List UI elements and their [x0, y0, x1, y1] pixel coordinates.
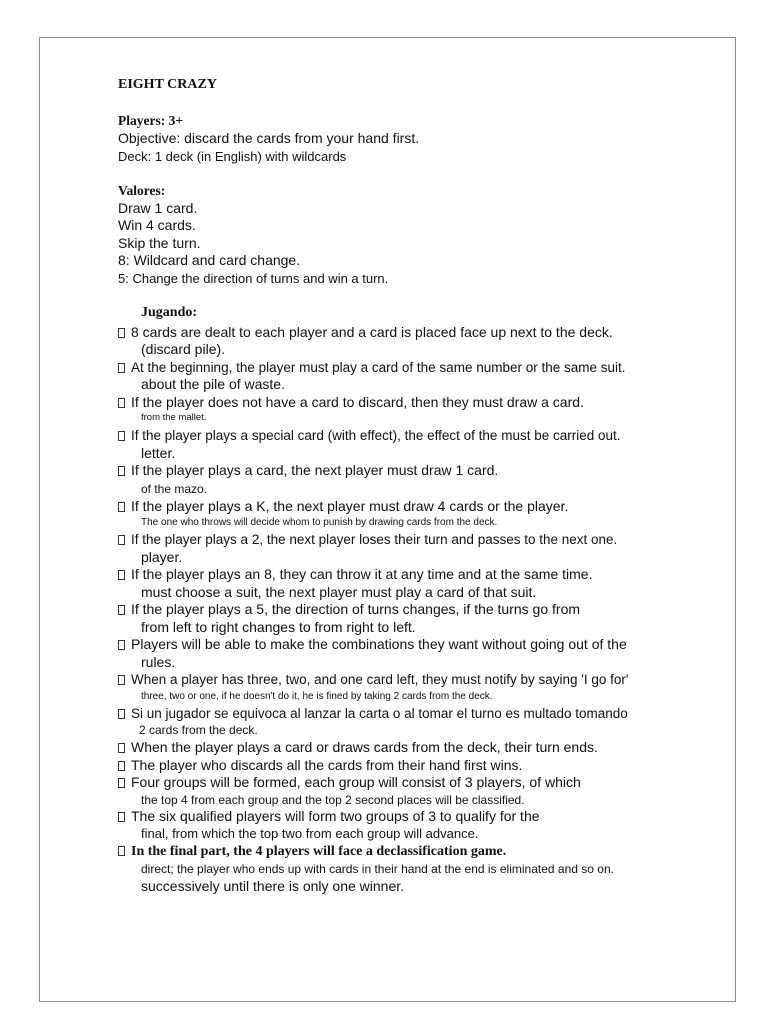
rule-text: In the final part, the 4 players will face a declassification game. [131, 843, 507, 859]
value-line: Draw 1 card. [118, 199, 198, 216]
rule-text: The player who discards all the cards from their hand first wins. [131, 756, 523, 773]
value-line: Win 4 cards. [118, 217, 196, 233]
rule-item [118, 671, 728, 705]
bullet-box-icon [118, 363, 125, 373]
rule-item [118, 462, 728, 498]
rule-continuation: direct; the player who ends up with cards in their hand at the end is eliminated and so on. [141, 862, 614, 876]
rule-text: The six qualified players will form two groups of 3 to qualify for the [131, 807, 540, 824]
rule-text: If the player plays a K, the next player must draw 4 cards or the player. [131, 497, 569, 514]
bullet-box-icon [118, 778, 125, 788]
bullet-box-icon [118, 466, 125, 476]
bullet-box-icon [118, 675, 125, 685]
rule-item [118, 427, 728, 462]
bullet-box-icon [118, 846, 125, 856]
bullet-box-icon [118, 502, 125, 512]
rule-text: If the player plays a 2, the next player loses their turn and passes to the next one. [131, 532, 618, 547]
rule-text: 8 cards are dealt to each player and a card is placed face up next to the deck. [131, 323, 613, 340]
bullet-box-icon [118, 743, 125, 753]
rule-text: If the player plays a card, the next player must draw 1 card. [131, 462, 499, 478]
document-content [118, 76, 728, 896]
rule-text: If the player plays a 5, the direction of turns changes, if the turns go from [131, 601, 581, 617]
rule-text: If the player plays an 8, they can throw it at any time and at the same time. [131, 566, 593, 582]
rule-text: Four groups will be formed, each group will consist of 3 players, of which [131, 774, 581, 790]
bullet-box-icon [118, 398, 125, 408]
rule-continuation: the top 4 from each group and the top 2 second places will be classified. [141, 792, 525, 807]
rule-item [118, 739, 728, 757]
rule-text: Players will be able to make the combinations they want without going out of the [131, 636, 627, 652]
bullet-box-icon [118, 328, 125, 338]
rule-continuation: letter. [141, 444, 176, 461]
deck-line: Deck: 1 deck (in English) with wildcards [118, 148, 347, 164]
document-title: EIGHT CRAZY [118, 77, 217, 92]
bullet-box-icon [118, 812, 125, 822]
rule-item [118, 498, 728, 532]
rule-continuation: from the mallet. [141, 412, 207, 423]
rule-text: When the player plays a card or draws cards from the deck, their turn ends. [131, 739, 598, 755]
rule-text: If the player plays a special card (with effect), the effect of the must be carried out. [131, 428, 621, 443]
values-heading: Valores: [118, 182, 166, 198]
rule-item [118, 757, 728, 775]
bullet-box-icon [118, 431, 125, 441]
bullet-box-icon [118, 535, 125, 545]
rule-item [118, 601, 728, 636]
playing-heading: Jugando: [141, 304, 198, 320]
rule-continuation: three, two or one, if he doesn't do it, he is fined by taking 2 cards from the deck. [141, 690, 493, 702]
players-heading: Players: 3+ [118, 113, 184, 128]
bullet-box-icon [118, 570, 125, 580]
rule-continuation: final, from which the top two from each group will advance. [141, 826, 479, 841]
rule-text: When a player has three, two, and one card left, they must notify by saying 'I go for' [131, 672, 629, 687]
rule-continuation: (discard pile). [141, 341, 226, 357]
bullet-box-icon [118, 709, 125, 719]
rule-item [118, 774, 728, 808]
value-line: Skip the turn. [118, 234, 201, 251]
value-line: 5: Change the direction of turns and win a turn. [118, 270, 389, 286]
rule-item [118, 531, 728, 566]
objective-line: Objective: discard the cards from your hand first. [118, 130, 420, 146]
rule-continuation: about the pile of waste. [141, 376, 285, 392]
rule-item [118, 705, 728, 740]
rule-continuation: 2 cards from the deck. [139, 723, 258, 737]
rule-continuation: from left to right changes to from right to left. [141, 618, 416, 635]
bullet-box-icon [118, 761, 125, 771]
rule-continuation: rules. [141, 653, 176, 670]
rule-item [118, 843, 728, 896]
rule-item [118, 808, 728, 843]
rule-continuation: must choose a suit, the next player must play a card of that suit. [141, 583, 537, 600]
value-line: 8: Wildcard and card change. [118, 252, 301, 268]
rule-continuation: player. [141, 548, 183, 565]
rule-text: At the beginning, the player must play a card of the same number or the same suit. [131, 359, 626, 375]
rule-item [118, 566, 728, 601]
rule-continuation: The one who throws will decide whom to punish by drawing cards from the deck. [141, 517, 498, 528]
rule-item [118, 636, 728, 671]
bullet-box-icon [118, 640, 125, 650]
rule-item [118, 359, 728, 394]
rule-text: If the player does not have a card to discard, then they must draw a card. [131, 393, 584, 410]
document-page [39, 37, 736, 1002]
rule-item [118, 394, 728, 428]
rule-item [118, 324, 728, 359]
bullet-box-icon [118, 605, 125, 615]
rule-continuation: of the mazo. [141, 481, 208, 496]
rule-continuation: successively until there is only one winner. [141, 878, 405, 894]
rule-text: Si un jugador se equivoca al lanzar la carta o al tomar el turno es multado tomando [131, 705, 628, 721]
